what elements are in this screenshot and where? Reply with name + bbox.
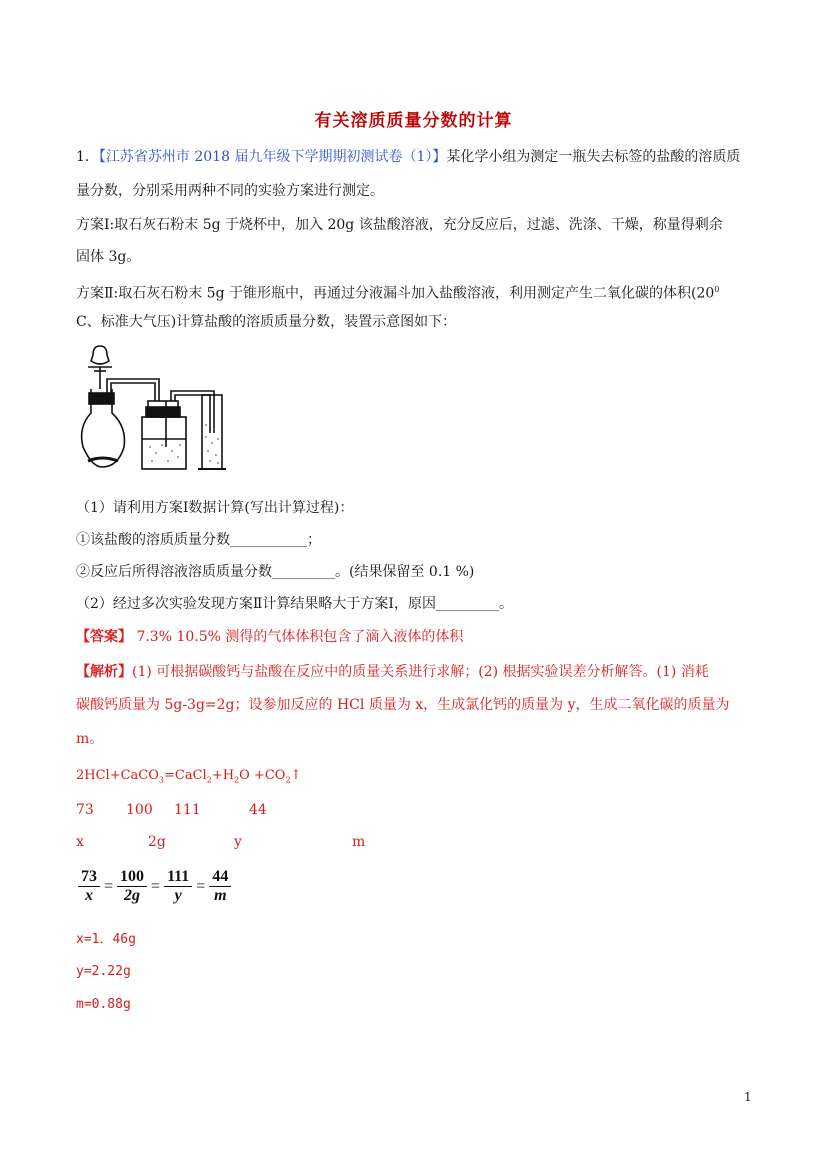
plan2-superscript: 0 bbox=[714, 285, 720, 294]
fraction-denominator: x bbox=[85, 887, 93, 904]
eq-sub-4: 2 bbox=[285, 775, 291, 785]
mass-cacl2: 111 bbox=[174, 802, 201, 818]
proportion-equation bbox=[76, 868, 233, 905]
result-x: x=1．46g bbox=[76, 932, 136, 947]
mass-hcl: 73 bbox=[76, 802, 94, 818]
mass-co2: 44 bbox=[249, 802, 267, 818]
fraction-numerator: 44 bbox=[209, 868, 231, 887]
mass-caco3: 100 bbox=[126, 802, 153, 818]
analysis-line-a bbox=[76, 662, 709, 682]
question-intro-a: 某化学小组为测定一瓶失去标签的盐酸的溶质质 bbox=[446, 149, 741, 165]
plan2-line-b: C、标准大气压)计算盐酸的溶质质量分数，装置示意图如下： bbox=[76, 314, 457, 330]
fraction-denominator: 2g bbox=[124, 887, 141, 904]
analysis-line-b: 碳酸钙质量为 5g-3g=2g；设参加反应的 HCl 质量为 x，生成氯化钙的质量为 y，生成二氧化碳的质量为 bbox=[76, 697, 730, 713]
eq-part-b: =CaCl bbox=[164, 768, 207, 783]
subquestion-1b: ②反应后所得溶液溶质质量分数_________。(结果保留至 0.1 %) bbox=[76, 564, 475, 580]
eq-sub-2: 2 bbox=[206, 775, 212, 785]
eq-sub-1: 3 bbox=[158, 775, 165, 785]
page-number: 1 bbox=[744, 1090, 752, 1104]
var-m: m bbox=[352, 834, 366, 850]
page-title: 有关溶质质量分数的计算 bbox=[314, 111, 513, 131]
answer-text: 7.3% 10.5% 测得的气体体积包含了滴入液体的体积 bbox=[132, 629, 464, 645]
subquestion-1a: ①该盐酸的溶质质量分数___________； bbox=[76, 532, 321, 548]
subquestion-1: （1）请利用方案Ⅰ数据计算(写出计算过程)： bbox=[76, 500, 354, 516]
chemical-equation bbox=[76, 766, 301, 791]
equals-sign: = bbox=[104, 877, 114, 895]
fraction-denominator: y bbox=[174, 887, 182, 904]
fraction bbox=[78, 868, 100, 905]
fraction bbox=[164, 868, 192, 905]
fraction-numerator: 111 bbox=[164, 868, 192, 887]
subquestion-2: （2）经过多次实验发现方案Ⅱ计算结果略大于方案Ⅰ，原因_________。 bbox=[76, 596, 513, 612]
fraction bbox=[209, 868, 231, 905]
plan2-text-a: 方案Ⅱ:取石灰石粉末 5g 于锥形瓶中，再通过分液漏斗加入盐酸溶液，利用测定产生二氧化碳的体积(20 bbox=[76, 285, 715, 302]
eq-part-d: O +CO bbox=[239, 768, 286, 783]
question-number: 1． bbox=[76, 149, 99, 165]
apparatus-diagram bbox=[74, 343, 234, 473]
fraction-numerator: 73 bbox=[78, 868, 100, 887]
plan2-line-a bbox=[76, 280, 719, 304]
fraction-numerator: 100 bbox=[117, 868, 147, 887]
question-intro-b: 量分数，分别采用两种不同的实验方案进行测定。 bbox=[76, 183, 384, 199]
equals-sign: = bbox=[151, 877, 161, 895]
separatory-funnel-icon bbox=[91, 346, 109, 364]
var-2g: 2g bbox=[148, 834, 166, 850]
equals-sign: = bbox=[196, 877, 206, 895]
var-x: x bbox=[76, 834, 84, 850]
eq-arrow: ↑ bbox=[290, 768, 302, 783]
analysis-text-a: (1) 可根据碳酸钙与盐酸在反应中的质量关系进行求解；(2) 根据实验误差分析解答。(1) 消耗 bbox=[132, 664, 709, 680]
wash-bottle-icon bbox=[142, 417, 186, 469]
fraction bbox=[117, 868, 147, 905]
analysis-line-c: m。 bbox=[76, 731, 104, 747]
answer-line bbox=[76, 627, 463, 647]
result-m: m=0.88g bbox=[76, 997, 131, 1012]
eq-part-a: 2HCl+CaCO bbox=[76, 768, 159, 783]
answer-label: 【答案】 bbox=[76, 629, 132, 645]
measuring-cylinder-icon bbox=[202, 395, 222, 469]
plan1-line-b: 固体 3g。 bbox=[76, 249, 141, 265]
eq-sub-3: 2 bbox=[234, 775, 240, 785]
analysis-label: 【解析】 bbox=[76, 664, 132, 680]
plan1-line-a: 方案Ⅰ:取石灰石粉末 5g 于烧杯中，加入 20g 该盐酸溶液，充分反应后，过滤、洗涤、干燥，称量得剩余 bbox=[76, 217, 723, 233]
fraction-denominator: m bbox=[214, 887, 227, 904]
var-y: y bbox=[234, 834, 242, 850]
question-source: 【江苏省苏州市 2018 届九年级下学期期初测试卷（1）】 bbox=[98, 149, 447, 165]
eq-part-c: +H bbox=[211, 768, 235, 783]
result-y: y=2.22g bbox=[76, 964, 131, 979]
question-line-1 bbox=[76, 147, 740, 167]
